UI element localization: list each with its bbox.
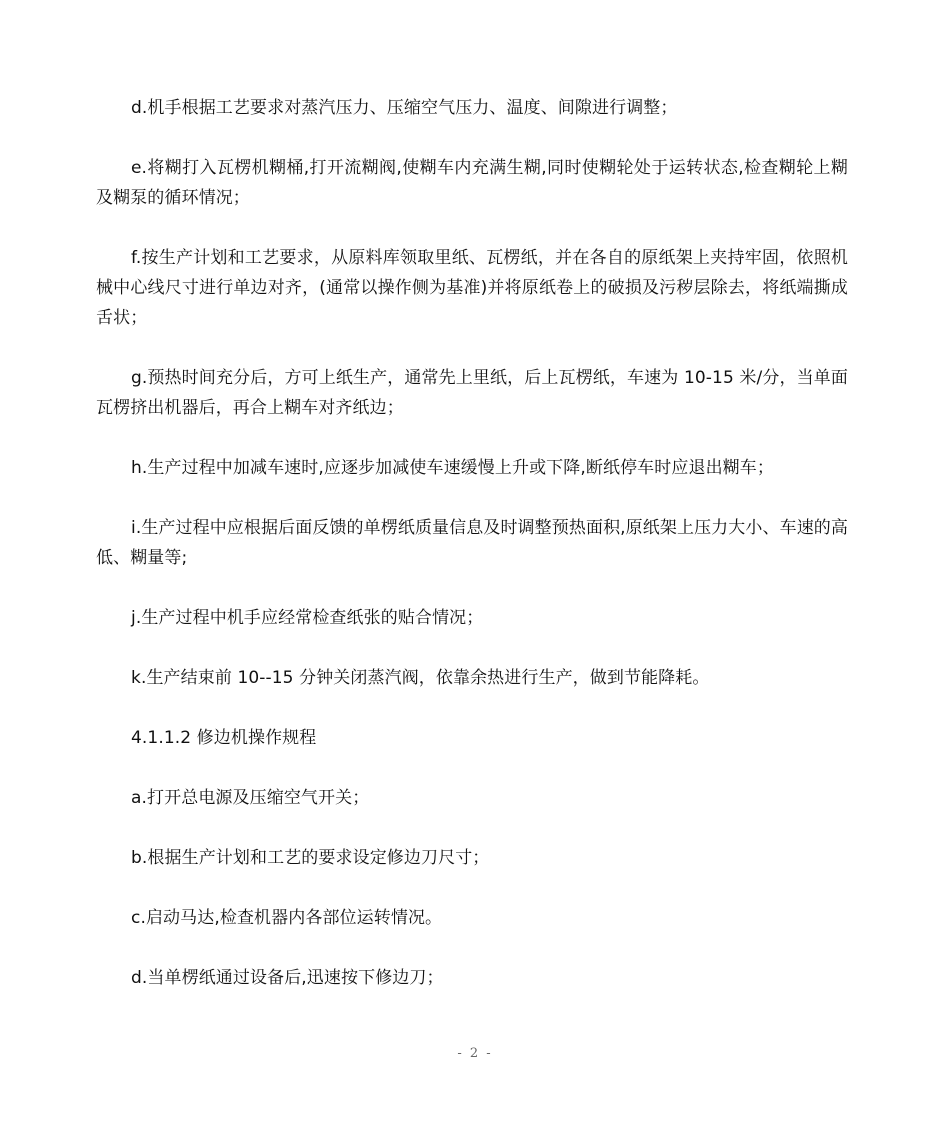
paragraph-e-glue-supply: e.将糊打入瓦楞机糊桶,打开流糊阀,使糊车内充满生糊,同时使糊轮处于运转状态,检查糊轮上糊及糊泵的循环情况； [96,158,848,208]
paragraph-f-paper-loading: f.按生产计划和工艺要求，从原料库领取里纸、瓦楞纸，并在各自的原纸架上夹持牢固，依照机械中心线尺寸进行单边对齐，(通常以操作侧为基准)并将原纸卷上的破损及污秽层除去，将纸端撕成舌状； [96,248,848,328]
paragraph-d-press-knife: d.当单楞纸通过设备后,迅速按下修边刀； [131,968,444,988]
page-number: - 2 - [457,1046,493,1061]
paragraph-a-power-on: a.打开总电源及压缩空气开关； [131,788,370,808]
paragraph-j-bonding-check: j.生产过程中机手应经常检查纸张的贴合情况； [131,608,484,628]
paragraph-b-set-knife: b.根据生产计划和工艺的要求设定修边刀尺寸； [131,848,490,868]
paragraph-h-speed-adjust: h.生产过程中加减车速时,应逐步加减使车速缓慢上升或下降,断纸停车时应退出糊车； [131,458,774,478]
paragraph-d-adjust-parameters: d.机手根据工艺要求对蒸汽压力、压缩空气压力、温度、间隙进行调整； [131,98,678,118]
section-heading-trimmer: 4.1.1.2 修边机操作规程 [131,728,317,748]
paragraph-i-quality-feedback: i.生产过程中应根据后面反馈的单楞纸质量信息及时调整预热面积,原纸架上压力大小、车速的高低、糊量等; [96,518,848,568]
paragraph-g-start-production: g.预热时间充分后，方可上纸生产，通常先上里纸，后上瓦楞纸，车速为 10-15 米/分，当单面瓦楞挤出机器后，再合上糊车对齐纸边； [96,368,848,418]
paragraph-k-shutdown: k.生产结束前 10--15 分钟关闭蒸汽阀，依靠余热进行生产，做到节能降耗。 [131,668,710,688]
paragraph-c-start-motor: c.启动马达,检查机器内各部位运转情况。 [131,908,443,928]
document-body [96,93,848,1023]
